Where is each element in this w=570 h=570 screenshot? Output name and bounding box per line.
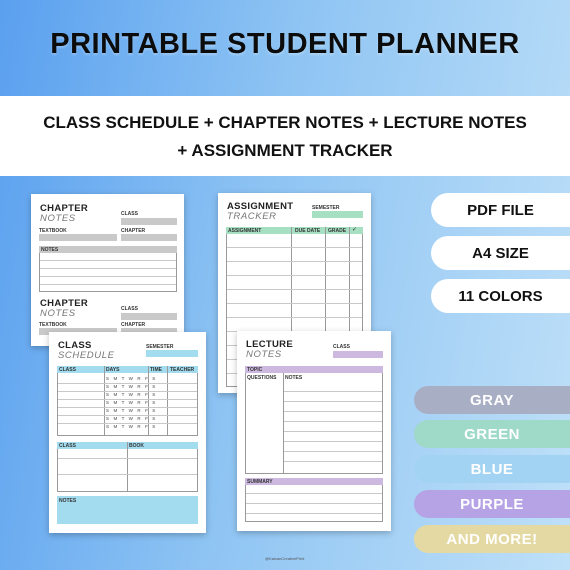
row-line [58,474,197,475]
row-line [284,431,382,432]
lecture-subheading: NOTES [246,349,282,360]
notes-label: NOTES [41,247,59,253]
row-line [246,503,382,504]
class-label: CLASS [333,344,350,350]
color-purple-pill: PURPLE [414,490,570,518]
chapter-subheading-2: NOTES [40,308,76,319]
class-label: CLASS [121,211,138,217]
days-row: S M T W R F S [106,424,157,429]
textbook-label: TEXTBOOK [39,228,67,234]
col-days: DAYS [106,367,120,373]
questions-label: QUESTIONS [247,375,277,381]
notes-header [39,246,177,253]
col-class: CLASS [59,367,76,373]
col-teacher: TEACHER [170,367,195,373]
rule-line [40,268,176,269]
row-line [227,261,362,262]
banner-line-1: CLASS SCHEDULE + CHAPTER NOTES + LECTURE NOTES [43,113,527,132]
color-blue-pill: BLUE [414,455,570,483]
col-class-2: CLASS [59,443,76,449]
col-grade: GRADE [328,228,347,234]
row-line [246,513,382,514]
col-due-date: DUE DATE [295,228,321,234]
days-row: S M T W R F S [106,400,157,405]
banner-line-2: + ASSIGNMENT TRACKER [177,141,393,160]
chapter-label-2: CHAPTER [121,322,146,328]
row-line [284,391,382,392]
notes-table [245,366,383,474]
lecture-notes-page [237,331,391,531]
row-line [284,441,382,442]
chapter-label: CHAPTER [121,228,146,234]
color-more-pill: AND MORE! [414,525,570,553]
row-line [227,275,362,276]
row-line [58,458,197,459]
row-line [284,461,382,462]
class-schedule-page [49,332,206,533]
rule-line [40,260,176,261]
col-divider [283,373,284,474]
class-field [121,218,177,225]
row-line [284,421,382,422]
semester-label: SEMESTER [312,205,340,211]
tracker-heading: ASSIGNMENT [227,201,294,212]
schedule-subheading: SCHEDULE [58,350,115,361]
schedule-heading: CLASS [58,340,92,351]
days-row: S M T W R F S [106,392,157,397]
subtitle-banner [0,96,570,176]
topic-label: TOPIC [247,367,263,373]
color-gray-pill: GRAY [414,386,570,414]
page-title: PRINTABLE STUDENT PLANNER [50,28,520,60]
class-field-2 [121,313,177,320]
class-label-2: CLASS [121,306,138,312]
color-green-pill: GREEN [414,420,570,448]
notes-label: NOTES [285,375,303,381]
col-divider [167,366,168,436]
rule-line [40,284,176,285]
col-divider [104,366,105,436]
days-row: S M T W R F S [106,408,157,413]
class-field [333,351,383,358]
row-line [246,493,382,494]
chapter-notes-page [31,194,184,346]
col-assignment: ASSIGNMENT [228,228,262,234]
chapter-subheading: NOTES [40,213,76,224]
notes-label: NOTES [59,498,77,504]
rule-line [40,276,176,277]
days-row: S M T W R F S [106,416,157,421]
semester-field [312,211,363,218]
row-line [227,317,362,318]
row-line [284,411,382,412]
col-book: BOOK [129,443,144,449]
row-line [227,247,362,248]
col-time: TIME [150,367,162,373]
row-line [284,451,382,452]
notes-area [57,496,198,524]
tracker-subheading: TRACKER [227,211,277,222]
textbook-label-2: TEXTBOOK [39,322,67,328]
summary-label: SUMMARY [247,479,273,485]
semester-label: SEMESTER [146,344,174,350]
check-icon: ✓ [352,227,358,233]
row-line [284,401,382,402]
chapter-heading-2: CHAPTER [40,298,89,309]
feature-11-colors: 11 COLORS [431,279,570,313]
textbook-field [39,234,117,241]
days-row: S M T W R F S [106,376,157,381]
row-line [227,289,362,290]
feature-a4-size: A4 SIZE [431,236,570,270]
topic-header [245,366,383,373]
footer-credit: @KalcanCreativePrint [265,556,305,561]
feature-pdf-file: PDF FILE [431,193,570,227]
lecture-heading: LECTURE [246,339,293,350]
days-row: S M T W R F S [106,384,157,389]
chapter-field [121,234,177,241]
chapter-heading: CHAPTER [40,203,89,214]
col-divider [127,442,128,492]
semester-field [146,350,198,357]
row-line [227,303,362,304]
